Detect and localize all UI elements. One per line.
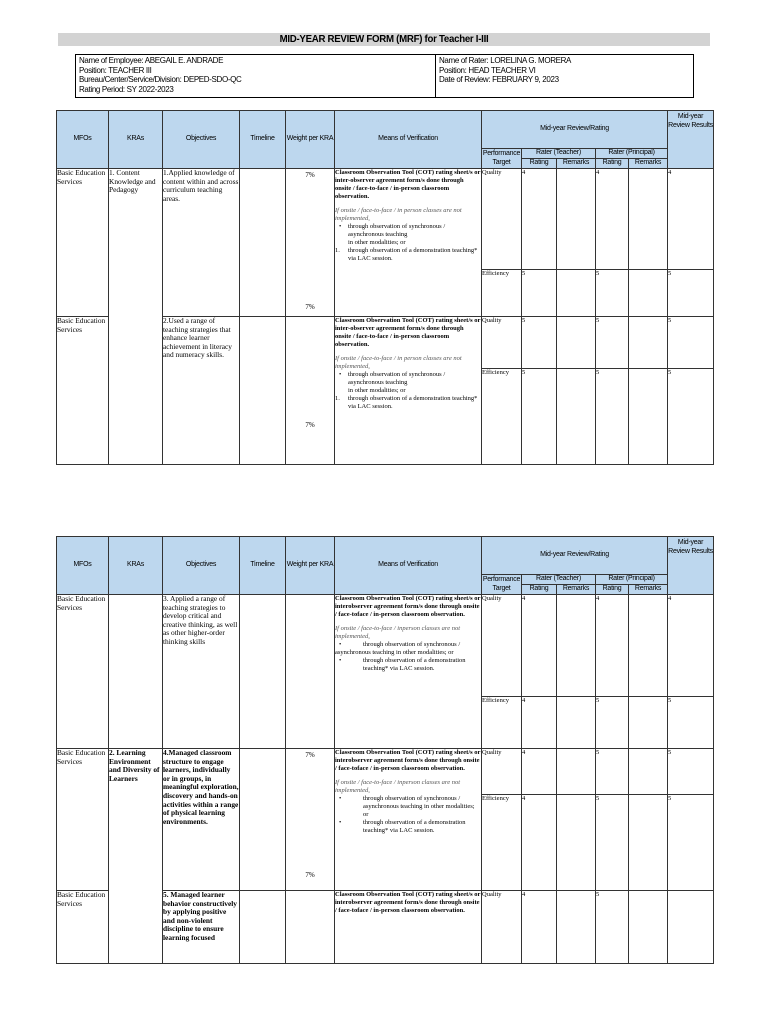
principal-remarks	[629, 749, 668, 795]
header-timeline: Timeline	[240, 537, 286, 595]
employee-position: Position: TEACHER III	[79, 65, 152, 75]
header-perf-target: Performance Target	[482, 149, 522, 169]
principal-rating: 5	[596, 270, 629, 317]
principal-rating: 5	[596, 891, 629, 964]
header-objectives: Objectives	[163, 111, 240, 169]
header-perf-target: Performance Target	[482, 575, 522, 595]
header-remarks: Remarks	[557, 585, 596, 595]
mov-cell	[335, 749, 482, 891]
header-rating: Rating	[522, 585, 557, 595]
perf-target-cell: Efficiency	[482, 270, 522, 317]
header-weight: Weight per KRA	[286, 111, 335, 169]
teacher-rating: 4	[522, 697, 557, 749]
principal-remarks	[629, 891, 668, 964]
kra-cell	[109, 595, 163, 749]
header-kras: KRAs	[109, 111, 163, 169]
header-mfos: MFOs	[57, 111, 109, 169]
mov-bullet: • through observation of synchronous /	[335, 641, 481, 649]
mov-numbered: 1. through observation of a demonstration teaching* via LAC session.	[335, 247, 481, 263]
weight-value: 7%	[305, 171, 315, 179]
objective-cell: 4.Managed classroom structure to engage learners, individually or in groups, in meaningful exploration, discovery and hands-on activities within a range of physical learning environments.	[163, 749, 240, 891]
employee-info	[79, 56, 241, 94]
principal-remarks	[629, 595, 668, 697]
mov-bullet: • through observation of synchronous / asynchronous teaching	[335, 371, 481, 387]
mov-bullet: • through observation of a demonstration teaching* via LAC session.	[335, 657, 481, 673]
principal-rating: 4	[596, 169, 629, 270]
mfo-cell: Basic Education Services	[57, 169, 109, 317]
header-weight: Weight per KRA	[286, 537, 335, 595]
teacher-remarks	[557, 697, 596, 749]
timeline-cell	[240, 169, 286, 317]
employee-name: Name of Employee: ABEGAIL E. ANDRADE	[79, 56, 224, 65]
rater-info	[439, 56, 571, 85]
result-cell: 5	[668, 270, 714, 317]
rater-name: Name of Rater: LORELINA G. MORERA	[439, 56, 572, 65]
principal-rating: 5	[596, 795, 629, 891]
mov-bullet-cont: in other modalities; or	[348, 387, 406, 394]
timeline-cell	[240, 891, 286, 964]
header-rater-teacher: Rater (Teacher)	[522, 149, 596, 159]
teacher-rating: 4	[522, 795, 557, 891]
header-rating: Rating	[522, 159, 557, 169]
weight-cell	[286, 317, 335, 465]
objective-cell: 1.Applied knowledge of content within and across curriculum teaching areas.	[163, 169, 240, 317]
result-cell: 5	[668, 749, 714, 795]
header-objectives: Objectives	[163, 537, 240, 595]
weight-cell	[286, 169, 335, 317]
perf-target-cell: Efficiency	[482, 369, 522, 465]
perf-target-cell: Quality	[482, 749, 522, 795]
kra-cell: 2. Learning Environment and Diversity of Learners	[109, 749, 163, 964]
principal-rating: 5	[596, 749, 629, 795]
header-remarks: Remarks	[629, 159, 668, 169]
kra-cell: 1. Content Knowledge and Pedagogy	[109, 169, 163, 465]
header-rating: Rating	[596, 159, 629, 169]
teacher-rating: 4	[522, 749, 557, 795]
mov-cot: Classroom Observation Tool (COT) rating sheet/s or inter-observer agreement form/s done through onsite / face-to-face / in-person classroom observation.	[335, 317, 481, 348]
mfo-cell: Basic Education Services	[57, 317, 109, 465]
teacher-remarks	[557, 369, 596, 465]
principal-rating: 4	[596, 595, 629, 697]
result-cell	[668, 891, 714, 964]
principal-rating: 5	[596, 369, 629, 465]
principal-remarks	[629, 270, 668, 317]
weight-value: 7%	[305, 303, 315, 311]
header-results: Mid-year Review Results	[668, 537, 714, 595]
header-info-box	[75, 54, 694, 98]
teacher-remarks	[557, 270, 596, 317]
timeline-cell	[240, 595, 286, 749]
header-rater-principal: Rater (Principal)	[596, 149, 668, 159]
teacher-rating: 4	[522, 169, 557, 270]
mov-if-note: If onsite / face-to-face / inperson classes are not implemented,	[335, 779, 461, 794]
header-rating: Rating	[596, 585, 629, 595]
mfo-cell: Basic Education Services	[57, 891, 109, 964]
result-cell: 4	[668, 595, 714, 697]
header-timeline: Timeline	[240, 111, 286, 169]
header-results: Mid-year Review Results	[668, 111, 714, 169]
mov-cell	[335, 595, 482, 749]
principal-remarks	[629, 369, 668, 465]
teacher-rating: 4	[522, 595, 557, 697]
weight-cell	[286, 749, 335, 891]
perf-target-cell: Quality	[482, 169, 522, 270]
form-title-bar	[58, 33, 710, 46]
teacher-remarks	[557, 317, 596, 369]
weight-value: 7%	[305, 871, 315, 879]
principal-remarks	[629, 795, 668, 891]
principal-rating: 5	[596, 317, 629, 369]
header-kras: KRAs	[109, 537, 163, 595]
teacher-rating: 5	[522, 317, 557, 369]
teacher-remarks	[557, 169, 596, 270]
mfo-cell: Basic Education Services	[57, 595, 109, 749]
header-review: Mid-year Review/Rating	[482, 537, 668, 575]
objective-cell: 2.Used a range of teaching strategies that enhance learner achievement in literacy and numeracy skills.	[163, 317, 240, 465]
header-review: Mid-year Review/Rating	[482, 111, 668, 149]
perf-target-cell: Quality	[482, 317, 522, 369]
timeline-cell	[240, 317, 286, 465]
mov-numbered: 1. through observation of a demonstration teaching* via LAC session.	[335, 395, 481, 411]
teacher-rating: 4	[522, 891, 557, 964]
teacher-remarks	[557, 891, 596, 964]
principal-rating: 5	[596, 697, 629, 749]
rater-position: Position: HEAD TEACHER VI	[439, 65, 536, 75]
header-mfos: MFOs	[57, 537, 109, 595]
teacher-rating: 5	[522, 369, 557, 465]
principal-remarks	[629, 169, 668, 270]
header-mov: Means of Verification	[335, 537, 482, 595]
teacher-remarks	[557, 749, 596, 795]
mfo-cell: Basic Education Services	[57, 749, 109, 891]
info-divider	[435, 55, 436, 97]
principal-remarks	[629, 317, 668, 369]
teacher-remarks	[557, 795, 596, 891]
mov-if-note: If onsite / face-to-face / inperson classes are not implemented,	[335, 625, 461, 640]
review-date: Date of Review: FEBRUARY 9, 2023	[439, 75, 559, 85]
mov-cell	[335, 169, 482, 317]
perf-target-cell: Efficiency	[482, 795, 522, 891]
result-cell: 5	[668, 795, 714, 891]
mov-cot: Classroom Observation Tool (COT) rating sheet/s or interobserver agreement form/s done through onsite / face-toface / in-person classroom observation.	[335, 891, 481, 914]
objective-cell: 3. Applied a range of teaching strategies to develop critical and creative thinking, as well as other higher-order thinking skills	[163, 595, 240, 749]
mov-bullet-cont: in other modalities; or	[348, 239, 406, 246]
principal-remarks	[629, 697, 668, 749]
result-cell: 5	[668, 317, 714, 369]
result-cell: 5	[668, 697, 714, 749]
review-table-2	[56, 536, 714, 964]
teacher-rating: 5	[522, 270, 557, 317]
weight-value: 7%	[305, 421, 315, 429]
mov-cell	[335, 891, 482, 964]
weight-cell	[286, 891, 335, 964]
rating-period: Rating Period: SY 2022-2023	[79, 84, 174, 94]
mov-cot: Classroom Observation Tool (COT) rating sheet/s or interobserver agreement form/s done through onsite / face-toface / in-person classroom observation.	[335, 749, 481, 772]
header-rater-teacher: Rater (Teacher)	[522, 575, 596, 585]
result-cell: 4	[668, 169, 714, 270]
mov-cot: Classroom Observation Tool (COT) rating sheet/s or interobserver agreement form/s done through onsite / face-toface / in-person classroom observation.	[335, 595, 481, 618]
review-table-1	[56, 110, 714, 465]
header-remarks: Remarks	[629, 585, 668, 595]
form-title: MID-YEAR REVIEW FORM (MRF) for Teacher I-III	[279, 33, 489, 45]
objective-cell: 5. Managed learner behavior constructively by applying positive and non-violent discipline to ensure learning focused	[163, 891, 240, 964]
mov-cot: Classroom Observation Tool (COT) rating sheet/s or inter-observer agreement form/s done through onsite / face-to-face / in-person classroom observation.	[335, 169, 481, 200]
header-mov: Means of Verification	[335, 111, 482, 169]
mov-bullet: • through observation of synchronous / asynchronous teaching	[335, 223, 481, 239]
perf-target-cell: Efficiency	[482, 697, 522, 749]
teacher-remarks	[557, 595, 596, 697]
employee-bureau: Bureau/Center/Service/Division: DEPED-SDO-QC	[79, 75, 242, 85]
header-remarks: Remarks	[557, 159, 596, 169]
weight-value: 7%	[305, 751, 315, 759]
mov-cell	[335, 317, 482, 465]
mov-bullet-cont: asynchronous teaching in other modalities; or	[335, 649, 454, 656]
mov-bullet: • through observation of a demonstration teaching* via LAC session.	[335, 819, 481, 835]
perf-target-cell: Quality	[482, 891, 522, 964]
weight-cell	[286, 595, 335, 749]
mov-if-note: If onsite / face-to-face / in person classes are not implemented,	[335, 207, 462, 222]
result-cell: 5	[668, 369, 714, 465]
timeline-cell	[240, 749, 286, 891]
header-rater-principal: Rater (Principal)	[596, 575, 668, 585]
mov-bullet: • through observation of synchronous / asynchronous teaching in other modalities; or	[335, 795, 481, 819]
mov-if-note: If onsite / face-to-face / in person classes are not implemented,	[335, 355, 462, 370]
perf-target-cell: Quality	[482, 595, 522, 697]
